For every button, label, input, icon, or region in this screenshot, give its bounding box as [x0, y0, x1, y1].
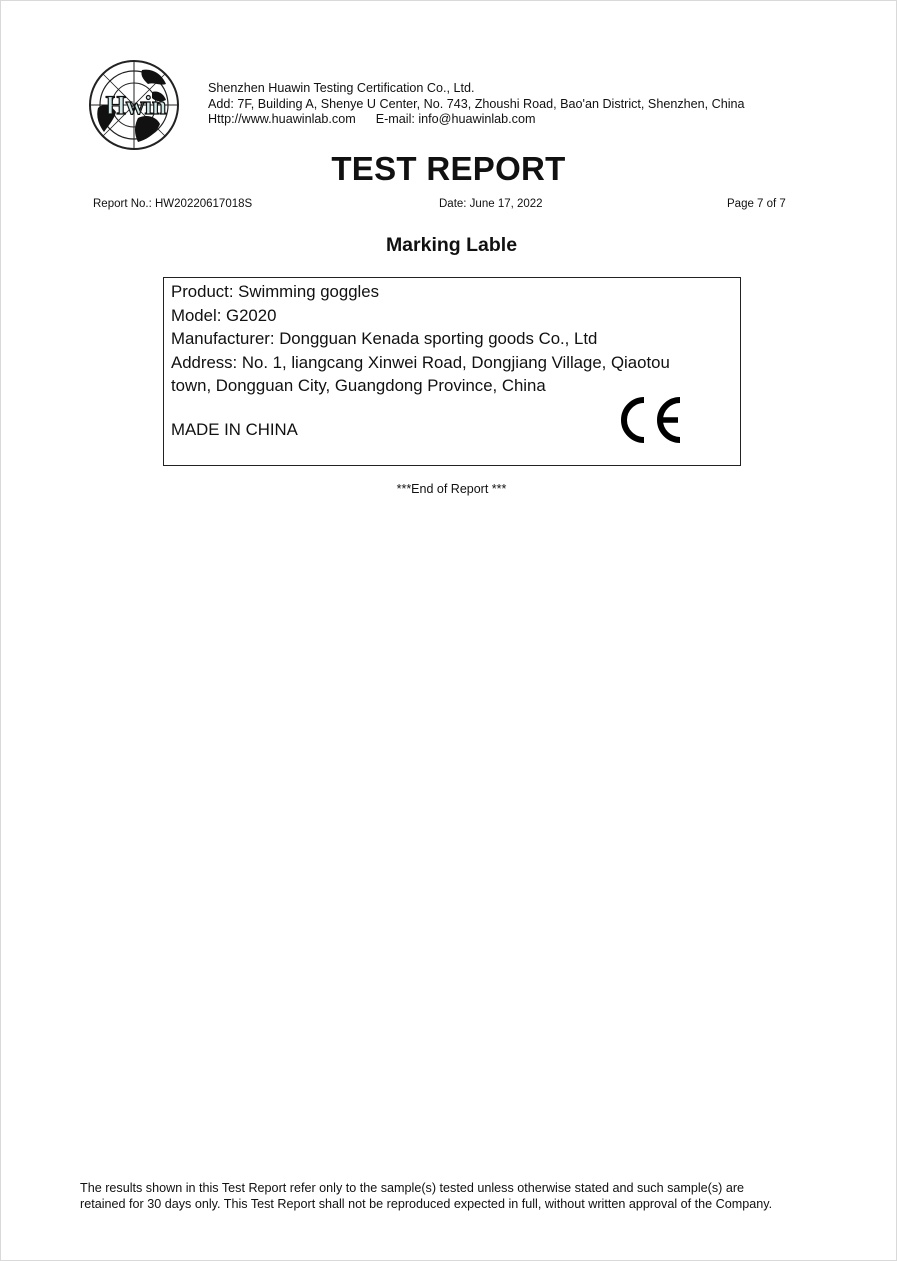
report-date: Date: June 17, 2022 [439, 198, 543, 210]
label-origin: MADE IN CHINA [171, 420, 298, 439]
company-address: Add: 7F, Building A, Shenye U Center, No. 743, Zhoushi Road, Bao'an District, Shenzhen, China [208, 96, 745, 111]
label-model: Model: G2020 [171, 305, 277, 325]
label-manufacturer: Manufacturer: Dongguan Kenada sporting goods Co., Ltd [171, 329, 598, 348]
marking-label-box [163, 277, 741, 466]
label-address-line-2: town, Dongguan City, Guangdong Province, China [171, 376, 546, 395]
report-title: TEST REPORT [331, 150, 566, 187]
footer-disclaimer [80, 1181, 772, 1212]
company-logo [86, 58, 182, 152]
page-number: Page 7 of 7 [727, 198, 786, 210]
company-name: Shenzhen Huawin Testing Certification Co., Ltd. [208, 81, 475, 95]
label-details [171, 280, 670, 398]
company-logo-lettering: Hwin [105, 91, 167, 120]
footer-line-2: retained for 30 days only. This Test Report shall not be reproduced expected in full, without written approval of the Company. [80, 1196, 773, 1211]
footer-line-1: The results shown in this Test Report refer only to the sample(s) tested unless otherwise stated and such sample(s) are [80, 1181, 745, 1195]
report-number: Report No.: HW20220617018S [93, 198, 253, 210]
company-header [208, 81, 745, 128]
company-website[interactable]: Http://www.huawinlab.com [208, 112, 356, 126]
section-title: Marking Lable [385, 234, 518, 256]
end-of-report: ***End of Report *** [396, 482, 507, 496]
ce-mark-icon [616, 395, 684, 445]
company-email[interactable]: E-mail: info@huawinlab.com [375, 112, 536, 126]
label-product: Product: Swimming goggles [171, 282, 379, 301]
label-address-line-1: Address: No. 1, liangcang Xinwei Road, Dongjiang Village, Qiaotou [171, 352, 670, 372]
